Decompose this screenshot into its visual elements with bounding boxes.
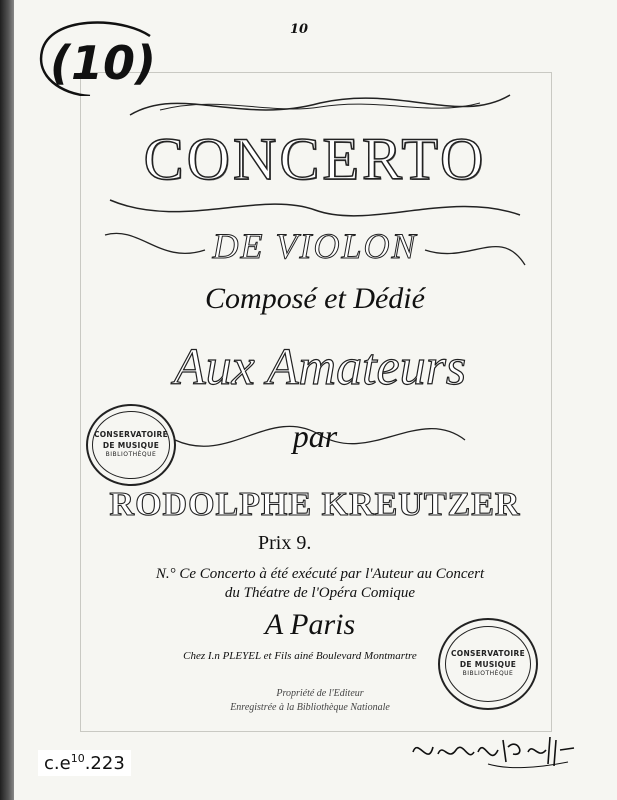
ownership-note: Propriété de l'Editeur [276, 688, 364, 699]
by-line: par [292, 418, 338, 454]
price: Prix 9. [258, 532, 312, 554]
library-stamp: CONSERVATOIRE DE MUSIQUE BIBLIOTHÈQUE [438, 618, 538, 710]
dedication: Aux Amateurs [173, 339, 467, 396]
shelfmark: $c.e^{10}.223$ [38, 750, 131, 776]
library-stamp: CONSERVATOIRE DE MUSIQUE BIBLIOTHÈQUE [86, 404, 176, 486]
title: CONCERTO [143, 126, 487, 192]
flourish-top [120, 85, 520, 125]
shelf-number: (10) [50, 36, 157, 90]
composed-dedicated-line: Composé et Dédié [205, 282, 425, 315]
binding-spine [0, 0, 14, 800]
publisher-address: Chez I.n PLEYEL et Fils ainé Boulevard Montmartre [183, 650, 417, 662]
deposit-note: Enregistrée à la Bibliothèque Nationale [230, 702, 390, 713]
city: A Paris [264, 608, 356, 641]
handwritten-signature [408, 732, 578, 772]
flourish-under-title [100, 190, 530, 230]
subtitle: DE VIOLON [212, 226, 418, 266]
performance-note-line1: N.° Ce Concerto à été exécuté par l'Auteur au Concert [155, 566, 485, 582]
composer-name: RODOLPHE KREUTZER [109, 486, 521, 523]
performance-note-line2: du Théatre de l'Opéra Comique [224, 585, 416, 601]
folio-number: 10 [290, 22, 309, 37]
